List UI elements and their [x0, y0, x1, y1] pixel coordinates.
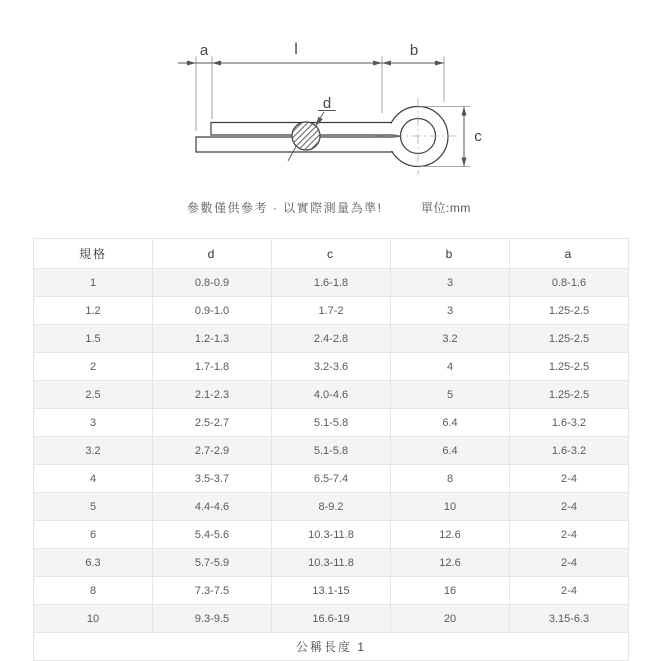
table-cell: 6.5-7.4: [272, 465, 391, 493]
dimension-label-a: a: [199, 42, 209, 59]
table-cell: 10: [34, 605, 153, 633]
table-row: [34, 521, 629, 549]
dimension-label-d: d: [322, 95, 332, 112]
table-row: [34, 269, 629, 297]
table-cell: 3.2: [391, 325, 510, 353]
column-header-b: b: [391, 239, 510, 269]
table-cell: 2.5-2.7: [153, 409, 272, 437]
table-cell: 1.25-2.5: [510, 381, 629, 409]
table-row: [34, 381, 629, 409]
table-cell: 2.1-2.3: [153, 381, 272, 409]
dimension-label-b: b: [409, 42, 419, 59]
table-cell: 0.8-1.6: [510, 269, 629, 297]
table-cell: 4: [34, 465, 153, 493]
table-cell: 6.4: [391, 409, 510, 437]
table-row: [34, 325, 629, 353]
table-cell: 12.6: [391, 521, 510, 549]
table-cell: 1.25-2.5: [510, 353, 629, 381]
table-cell: 2.7-2.9: [153, 437, 272, 465]
table-cell: 1.2-1.3: [153, 325, 272, 353]
table-cell: 3.15-6.3: [510, 605, 629, 633]
table-cell: 9.3-9.5: [153, 605, 272, 633]
footer-cell: 公稱長度 1: [34, 633, 629, 661]
table-cell: 10.3-11.8: [272, 549, 391, 577]
table-cell: 20: [391, 605, 510, 633]
table-cell: 10.3-11.8: [272, 521, 391, 549]
table-cell: 1.6-3.2: [510, 409, 629, 437]
table-cell: 3: [34, 409, 153, 437]
table-cell: 4.4-4.6: [153, 493, 272, 521]
table-row: [34, 605, 629, 633]
table-row: [34, 465, 629, 493]
table-cell: 6.4: [391, 437, 510, 465]
spec-table: [33, 238, 629, 661]
disclaimer-note: 參數僅供參考 · 以實際測量為準!: [187, 201, 383, 215]
column-header-spec: 規格: [34, 239, 153, 269]
table-cell: 16: [391, 577, 510, 605]
table-cell: 0.8-0.9: [153, 269, 272, 297]
table-row: [34, 577, 629, 605]
table-row: [34, 437, 629, 465]
table-cell: 1.6-1.8: [272, 269, 391, 297]
table-cell: 16.6-19: [272, 605, 391, 633]
spec-table-head: [34, 239, 629, 269]
cotter-pin-drawing: [0, 0, 660, 232]
table-cell: 2: [34, 353, 153, 381]
table-cell: 3: [391, 269, 510, 297]
table-cell: 3.5-3.7: [153, 465, 272, 493]
table-cell: 2.5: [34, 381, 153, 409]
table-cell: 13.1-15: [272, 577, 391, 605]
table-cell: 12.6: [391, 549, 510, 577]
spec-table-body: [34, 269, 629, 633]
table-cell: 3.2-3.6: [272, 353, 391, 381]
table-cell: 6: [34, 521, 153, 549]
table-row: [34, 297, 629, 325]
column-header-a: a: [510, 239, 629, 269]
table-cell: 8: [34, 577, 153, 605]
unit-note: 單位:mm: [421, 201, 471, 215]
table-cell: 1.25-2.5: [510, 325, 629, 353]
table-cell: 1.2: [34, 297, 153, 325]
dimension-label-l: l: [294, 41, 298, 58]
cotter-pin-diagram: [0, 0, 660, 232]
table-cell: 2-4: [510, 549, 629, 577]
table-cell: 1.7-2: [272, 297, 391, 325]
table-cell: 2-4: [510, 465, 629, 493]
table-row: [34, 549, 629, 577]
column-header-c: c: [272, 239, 391, 269]
spec-table-foot: [34, 633, 629, 661]
column-header-d: d: [153, 239, 272, 269]
table-cell: 5.4-5.6: [153, 521, 272, 549]
table-cell: 1.25-2.5: [510, 297, 629, 325]
table-cell: 5.1-5.8: [272, 409, 391, 437]
table-cell: 1.5: [34, 325, 153, 353]
table-cell: 6.3: [34, 549, 153, 577]
table-cell: 0.9-1.0: [153, 297, 272, 325]
table-cell: 2.4-2.8: [272, 325, 391, 353]
table-row: [34, 353, 629, 381]
table-cell: 1.7-1.8: [153, 353, 272, 381]
table-cell: 8: [391, 465, 510, 493]
table-cell: 5.1-5.8: [272, 437, 391, 465]
table-cell: 2-4: [510, 493, 629, 521]
table-cell: 1.6-3.2: [510, 437, 629, 465]
table-cell: 1: [34, 269, 153, 297]
d-leader-arrow: [316, 117, 323, 127]
table-cell: 10: [391, 493, 510, 521]
footer-row: [34, 633, 629, 661]
table-cell: 4: [391, 353, 510, 381]
table-row: [34, 409, 629, 437]
table-cell: 5.7-5.9: [153, 549, 272, 577]
table-cell: 5: [391, 381, 510, 409]
dimension-label-c: c: [474, 128, 482, 145]
table-cell: 3.2: [34, 437, 153, 465]
table-row: [34, 493, 629, 521]
table-cell: 5: [34, 493, 153, 521]
table-cell: 7.3-7.5: [153, 577, 272, 605]
table-cell: 4.0-4.6: [272, 381, 391, 409]
table-cell: 3: [391, 297, 510, 325]
table-cell: 2-4: [510, 521, 629, 549]
header-row: [34, 239, 629, 269]
table-cell: 8-9.2: [272, 493, 391, 521]
table-cell: 2-4: [510, 577, 629, 605]
